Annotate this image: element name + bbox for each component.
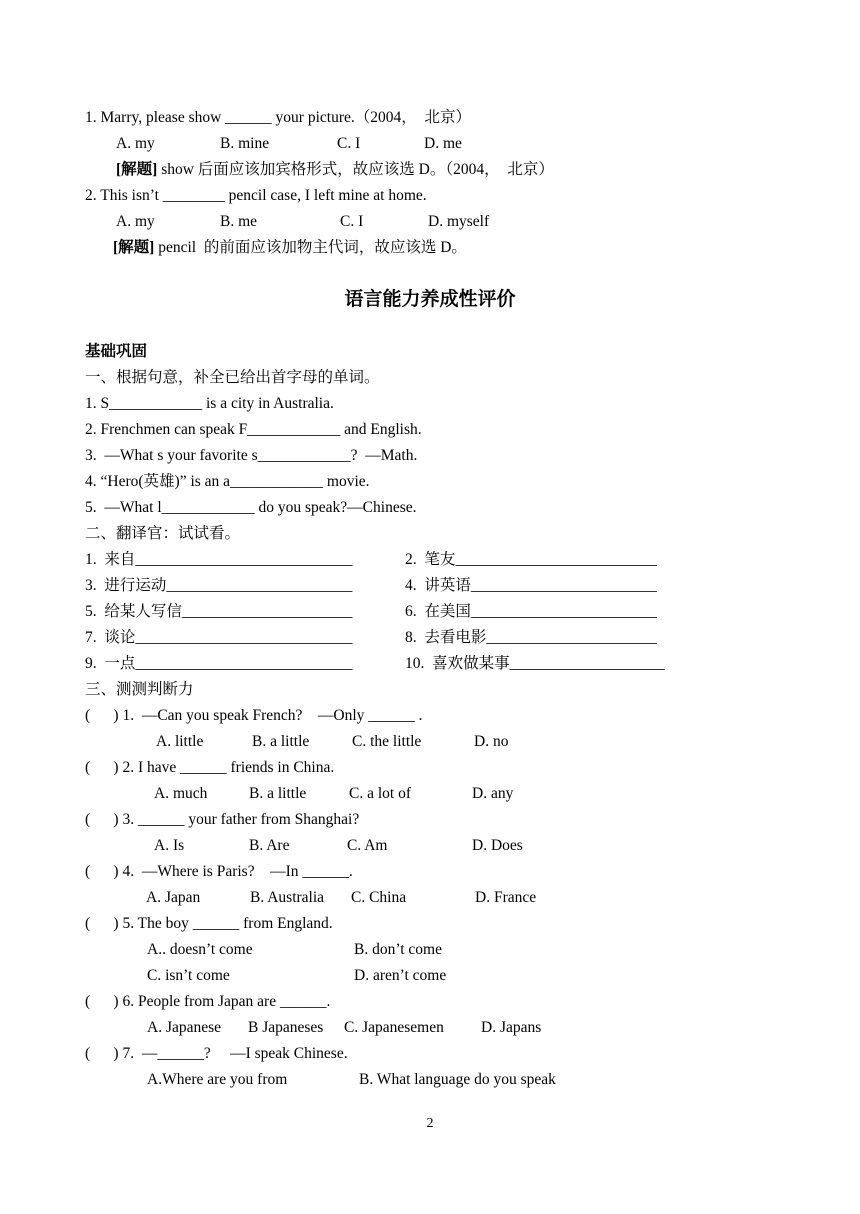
- example-question-1: 1. Marry, please show ______ your picture.（2004， 北京）: [85, 109, 472, 126]
- part3-q1-option-a: A. little: [156, 733, 204, 750]
- part3-q5-option-d: D. aren’t come: [354, 967, 447, 984]
- part1-item-4: 4. “Hero(英雄)” is an a____________ movie.: [85, 473, 370, 490]
- part2-item-6: 6. 在美国________________________: [405, 603, 657, 620]
- part3-question-7: ( ) 7. —______? —I speak Chinese.: [85, 1045, 348, 1062]
- example-question-2: 2. This isn’t ________ pencil case, I left mine at home.: [85, 187, 427, 204]
- explanation-tag: [解题]: [113, 239, 155, 256]
- part3-q6-option-b: B Japaneses: [248, 1019, 324, 1036]
- example-q2-explanation: [113, 238, 467, 258]
- part3-question-6: ( ) 6. People from Japan are ______.: [85, 993, 331, 1010]
- part3-q3-option-d: D. Does: [472, 837, 523, 854]
- part2-item-10: 10. 喜欢做某事____________________: [405, 655, 665, 672]
- example-q2-option-b: B. me: [220, 213, 258, 230]
- part3-q7-option-a: A.Where are you from: [147, 1071, 288, 1088]
- section-title: 语言能力养成性评价: [344, 289, 516, 310]
- part3-question-2: ( ) 2. I have ______ friends in China.: [85, 759, 335, 776]
- part3-q5-option-c: C. isn’t come: [147, 967, 230, 984]
- part1-item-2: 2. Frenchmen can speak F____________ and English.: [85, 421, 422, 438]
- example-q2-option-c: C. I: [340, 213, 364, 230]
- part3-q1-option-c: C. the little: [352, 733, 422, 750]
- part3-q2-option-a: A. much: [154, 785, 208, 802]
- explanation-text: pencil 的前面应该加物主代词，故应该选 D。: [154, 239, 467, 256]
- part3-q2-option-b: B. a little: [249, 785, 307, 802]
- page-number: 2: [426, 1116, 434, 1131]
- part2-item-1: 1. 来自____________________________: [85, 551, 353, 568]
- part3-q2-option-c: C. a lot of: [349, 785, 411, 802]
- part2-item-8: 8. 去看电影______________________: [405, 629, 657, 646]
- part3-question-4: ( ) 4. —Where is Paris? —In ______.: [85, 863, 353, 880]
- part3-question-1: ( ) 1. —Can you speak French? —Only ______ .: [85, 707, 423, 724]
- explanation-tag: [解题]: [116, 161, 158, 178]
- part1-item-5: 5. —What l____________ do you speak?—Chinese.: [85, 499, 417, 516]
- example-q1-option-c: C. I: [337, 135, 361, 152]
- part1-item-3: 3. —What s your favorite s____________? —Math.: [85, 447, 418, 464]
- part3-q6-option-d: D. Japans: [481, 1019, 542, 1036]
- part3-q4-option-c: C. China: [351, 889, 407, 906]
- part2-item-2: 2. 笔友__________________________: [405, 551, 657, 568]
- example-q1-option-d: D. me: [424, 135, 462, 152]
- part3-q4-option-d: D. France: [475, 889, 537, 906]
- part3-question-5: ( ) 5. The boy ______ from England.: [85, 915, 333, 932]
- part3-q7-option-b: B. What language do you speak: [359, 1071, 556, 1088]
- part3-q3-option-b: B. Are: [249, 837, 290, 854]
- part3-q5-option-b: B. don’t come: [354, 941, 442, 958]
- part2-item-4: 4. 讲英语________________________: [405, 577, 657, 594]
- part3-q6-option-c: C. Japanesemen: [344, 1019, 444, 1036]
- part3-q3-option-c: C. Am: [347, 837, 388, 854]
- example-q2-option-a: A. my: [116, 213, 155, 230]
- part3-q6-option-a: A. Japanese: [147, 1019, 222, 1036]
- example-q1-option-b: B. mine: [220, 135, 270, 152]
- part1-item-1: 1. S____________ is a city in Australia.: [85, 395, 334, 412]
- part2-title: 二、翻译官：试试看。: [85, 525, 241, 542]
- part2-item-3: 3. 进行运动________________________: [85, 577, 353, 594]
- example-q1-option-a: A. my: [116, 135, 155, 152]
- example-q2-option-d: D. myself: [428, 213, 490, 230]
- example-q1-explanation: [116, 160, 554, 180]
- part1-title: 一、根据句意，补全已给出首字母的单词。: [85, 369, 380, 386]
- part3-question-3: ( ) 3. ______ your father from Shanghai?: [85, 811, 360, 828]
- part3-q4-option-b: B. Australia: [250, 889, 325, 906]
- part3-title: 三、测测判断力: [85, 681, 194, 698]
- part3-q3-option-a: A. Is: [154, 837, 185, 854]
- basics-title: 基础巩固: [85, 343, 148, 360]
- part3-q2-option-d: D. any: [472, 785, 514, 802]
- part2-item-5: 5. 给某人写信______________________: [85, 603, 353, 620]
- part2-item-9: 9. 一点____________________________: [85, 655, 353, 672]
- part3-q1-option-d: D. no: [474, 733, 509, 750]
- explanation-text: show 后面应该加宾格形式，故应该选 D。（2004， 北京）: [157, 161, 554, 178]
- part3-q4-option-a: A. Japan: [146, 889, 201, 906]
- part3-q5-option-a: A.. doesn’t come: [147, 941, 253, 958]
- part3-q1-option-b: B. a little: [252, 733, 310, 750]
- part2-item-7: 7. 谈论____________________________: [85, 629, 353, 646]
